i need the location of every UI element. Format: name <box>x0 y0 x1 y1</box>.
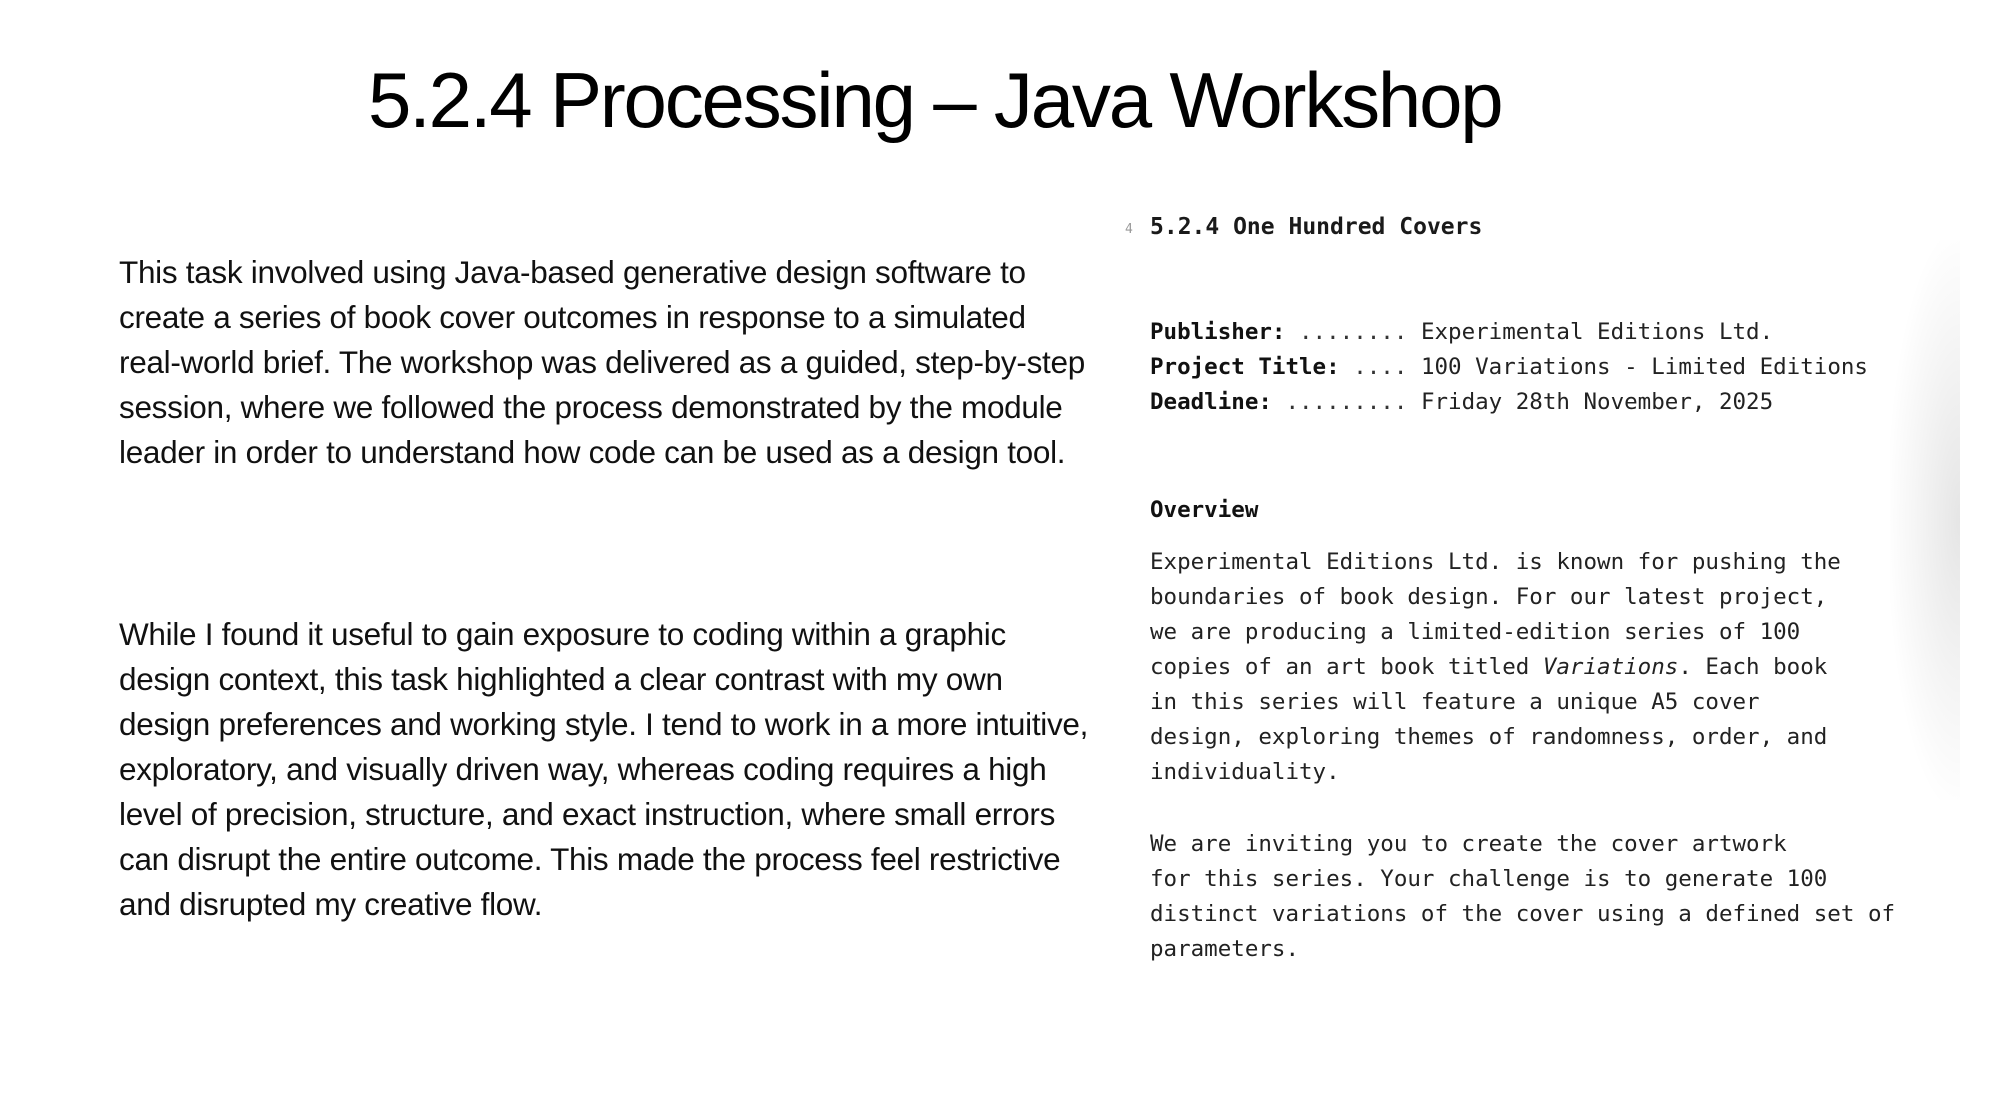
meta-leader: ......... <box>1271 389 1421 415</box>
meta-label: Project Title: <box>1150 354 1340 380</box>
body-paragraph-1: This task involved using Java-based generative design software to create a series of book cover outcomes in response to a simulated real-world brief. The workshop was delivered as a guided, step-by-step session, where we followed the process demonstrated by the module leader in order to understand how code can be used as a design tool. <box>119 254 1085 470</box>
meta-value: Friday 28th November, 2025 <box>1420 389 1774 415</box>
slide-title: 5.2.4 Processing – Java Workshop <box>368 56 1502 144</box>
brief-document-screenshot <box>1110 200 1960 980</box>
overview-text: . Each book in this series will feature a unique A5 cover design, exploring themes of randomness, order, and individuality. <box>1150 654 1828 785</box>
overview-paragraph-2: We are inviting you to create the cover artwork for this series. Your challenge is to generate 100 distinct variations of the cover using a defined set of parameters. <box>1150 831 1896 962</box>
overview-heading: Overview <box>1150 497 1259 523</box>
meta-label: Publisher: <box>1150 319 1286 345</box>
brief-line-number: 4 <box>1125 222 1133 237</box>
overview-paragraph-1 <box>1150 545 1950 790</box>
brief-meta-list <box>1150 315 1868 420</box>
meta-label: Deadline: <box>1150 389 1272 415</box>
meta-row-publisher <box>1150 315 1868 350</box>
meta-row-project-title <box>1150 350 1868 385</box>
brief-heading: 5.2.4 One Hundred Covers <box>1150 214 1483 240</box>
book-title-italic: Variations <box>1542 654 1679 680</box>
overview-text: Experimental Editions Ltd. is known for pushing the boundaries of book design. For our latest project, we are producing a limited-edition series of 100 copies of an art book titled <box>1150 549 1841 680</box>
meta-value: Experimental Editions Ltd. <box>1420 319 1774 345</box>
meta-leader: ........ <box>1285 319 1421 345</box>
meta-value: 100 Variations - Limited Editions <box>1420 354 1868 380</box>
meta-leader: .... <box>1339 354 1421 380</box>
body-paragraph-2: While I found it useful to gain exposure to coding within a graphic design context, this task highlighted a clear contrast with my own design preferences and working style. I tend to work in a more intuitive, exploratory, and visually driven way, whereas coding requires a high level of precision, structure, and exact instruction, where small errors can disrupt the entire outcome. This made the process feel restrictive and disrupted my creative flow. <box>119 616 1089 922</box>
meta-row-deadline <box>1150 385 1868 420</box>
